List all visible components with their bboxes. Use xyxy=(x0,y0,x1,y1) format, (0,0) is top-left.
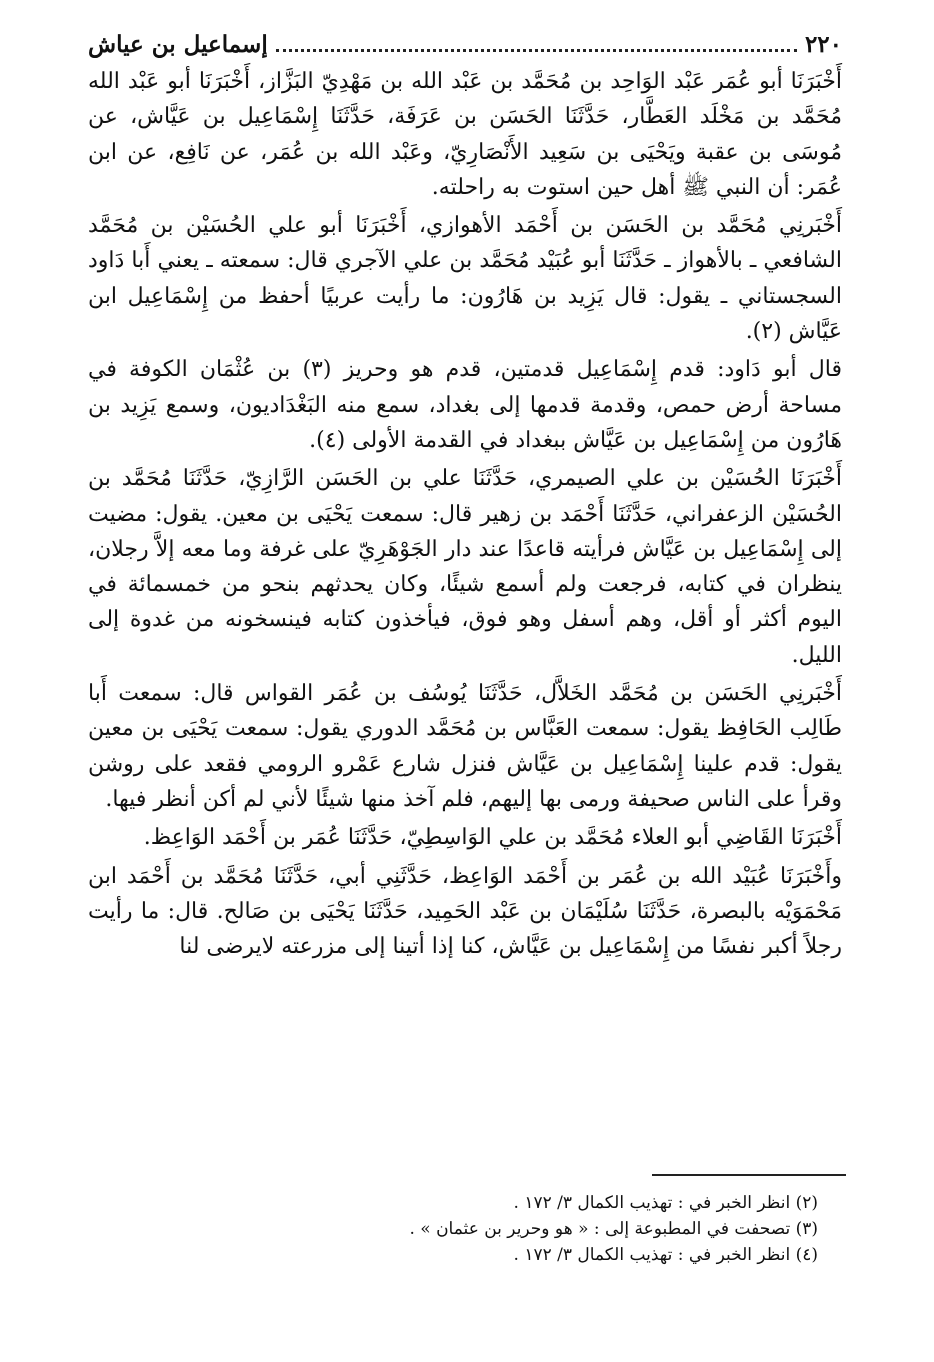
paragraph-2: أَخْبَرنِي مُحَمَّد بن الحَسَن بن أَحْمَد الأهوازي، أَخْبَرَنَا أبو علي الحُسَيْن بن مُحَمَّد الشافعي ـ بالأهواز ـ حَدَّثَنَا أبو عُبَيْد مُحَمَّد بن علي الآجري قال: سمعته ـ يعني أَبا دَاود السجستاني ـ يقول: قال يَزِيد بن هَارُون: ما رأيت عربيًا أحفظ من إِسْمَاعِيل ابن عَيَّاش (٢). xyxy=(88,213,842,345)
paragraph-3: قال أبو دَاود: قدم إِسْمَاعِيل قدمتين، قدم هو وحريز (٣) بن عُثْمَان الكوفة في مساحة أرض حمص، وقدمة قدمها إلى بغداد، سمع منه البَغْدَاديون، وسمع يَزِيد بن هَارُون من إِسْمَاعِيل بن عَيَّاش ببغداد في القدمة الأولى (٤). xyxy=(88,357,843,453)
paragraph-1: أَخْبَرَنَا أبو عُمَر عَبْد الوَاحِد بن مُحَمَّد بن عَبْد الله بن مَهْدِيّ البَزَّاز، أَخْبَرَنَا أبو عَبْد الله مُحَمَّد بن مَخْلَد العَطَّار، حَدَّثَنَا الحَسَن بن عَرَفَة، حَدَّثَنَا إِسْمَاعِيل بن عَيَّاش، عن مُوسَى بن عقبة ويَحْيَى بن سَعِيد الأَنْصَارِيّ، وعَبْد الله بن عُمَر، عن نَافِع، عن ابن عُمَر: أن النبي ﷺ أهل حين استوت به راحلته. xyxy=(88,69,842,200)
footnote-4: (٤) انظر الخبر في : تهذيب الكمال ٣/ ١٧٢ . xyxy=(513,1245,818,1265)
book-page xyxy=(88,28,842,1322)
header-dotted-leader xyxy=(276,31,797,52)
page-number: ٢٢٠ xyxy=(804,31,842,58)
running-header xyxy=(88,28,842,62)
paragraph-4: أَخْبَرَنَا الحُسَيْن بن علي الصيمري، حَدَّثَنَا علي بن الحَسَن الرَّازِيّ، حَدَّثَنَا مُحَمَّد بن الحُسَيْن الزعفراني، حَدَّثَنَا أَحْمَد بن زهير قال: سمعت يَحْيَى بن معين. يقول: مضيت إلى إِسْمَاعِيل بن عَيَّاش فرأيته قاعدًا عند دار الجَوْهَرِيّ على غرفة وما معه إلاَّ رجلان، ينظران في كتابه، فرجعت ولم أسمع شيئًا، وكان يحدثهم بنحو من خمسمائة في اليوم أكثر أو أقل، وهم أسفل وهو فوق، فيأخذون كتابه فينسخونه من غدوة إلى الليل. xyxy=(88,466,843,668)
footnote-2: (٢) انظر الخبر في : تهذيب الكمال ٣/ ١٧٢ . xyxy=(513,1193,818,1213)
running-title: إسماعيل بن عياش xyxy=(88,31,268,58)
paragraph-6: أَخْبَرَنَا القَاضِي أبو العلاء مُحَمَّد بن علي الوَاسِطِيّ، حَدَّثَنَا عُمَر بن أَحْمَد الوَاعِظ. xyxy=(143,825,842,851)
paragraph-5: أَخْبَرنِي الحَسَن بن مُحَمَّد الخَلاَّل، حَدَّثَنَا يُوسُف بن عُمَر القواس قال: سمعت أَبا طَالِب الحَافِظ يقول: سمعت العَبَّاس بن مُحَمَّد الدوري يقول: سمعت يَحْيَى بن معين يقول: قدم علينا إِسْمَاعِيل بن عَيَّاش فنزل شارع عَمْرو الرومي فقعد على روشن وقرأ على الناس صحيفة ورمى بها إليهم، فلم آخذ منها شيئًا لأني لم أكن أنظر فيها. xyxy=(88,681,842,812)
footnote-3: (٣) تصحفت في المطبوعة إلى : « هو وحرير بن عثمان » . xyxy=(409,1219,818,1239)
footnotes xyxy=(88,1190,818,1268)
footnote-separator xyxy=(652,1174,846,1176)
main-text xyxy=(88,64,842,964)
paragraph-7: وأَخْبَرَنَا عُبَيْد الله بن عُمَر بن أَحْمَد الوَاعِظ، حَدَّثَنِي أبي، حَدَّثَنَا مُحَمَّد بن أَحْمَد ابن مَحْمَوَيْه بالبصرة، حَدَّثَنَا سُلَيْمَان بن عَبْد الحَمِيد، حَدَّثَنَا يَحْيَى بن صَالح. قال: ما رأيت رجلاً أكبر نفسًا من إِسْمَاعِيل بن عَيَّاش، كنا إذا أتينا إلى مزرعته لايرضى لنا xyxy=(88,863,842,960)
